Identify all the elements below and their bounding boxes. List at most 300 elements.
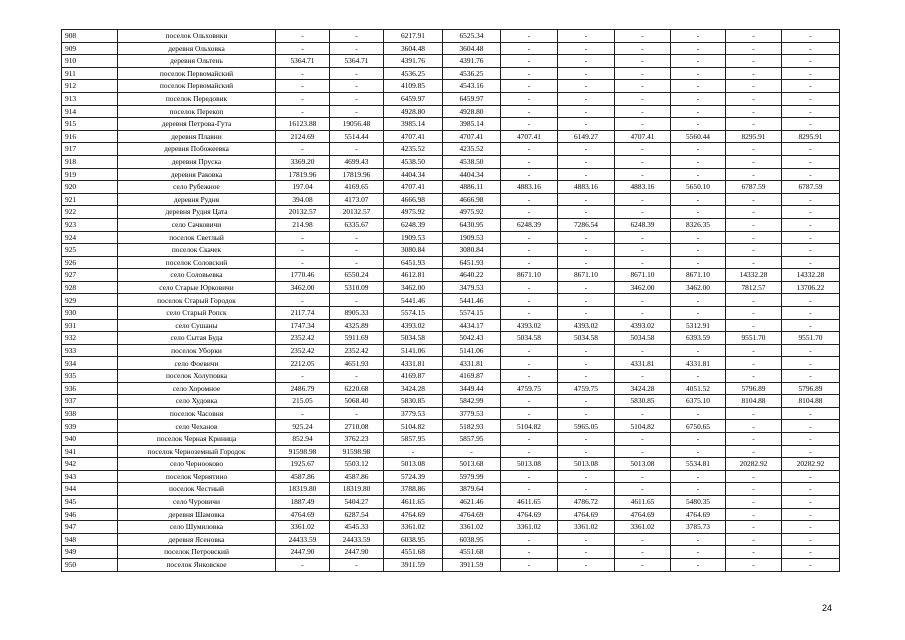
value-cell: 5574.15 xyxy=(384,307,443,320)
value-cell: - xyxy=(501,357,558,370)
value-cell: - xyxy=(558,193,615,206)
value-cell: 7812.57 xyxy=(726,281,782,294)
value-cell: 2486.79 xyxy=(276,382,330,395)
value-cell: 4393.02 xyxy=(615,319,671,332)
value-cell: 5034.58 xyxy=(384,332,443,345)
settlement-name-cell: село Сушаны xyxy=(118,319,276,332)
value-cell: - xyxy=(558,244,615,257)
value-cell: - xyxy=(726,30,782,43)
value-cell: 24433.59 xyxy=(330,533,384,546)
value-cell: - xyxy=(726,483,782,496)
value-cell: - xyxy=(782,420,840,433)
row-number-cell: 928 xyxy=(62,281,118,294)
value-cell: - xyxy=(615,470,671,483)
table-row xyxy=(62,168,840,181)
value-cell: - xyxy=(726,445,782,458)
value-cell: 6038.95 xyxy=(443,533,501,546)
value-cell: - xyxy=(558,168,615,181)
table-row xyxy=(62,294,840,307)
value-cell: - xyxy=(782,244,840,257)
row-number-cell: 924 xyxy=(62,231,118,244)
value-cell: 6038.95 xyxy=(384,533,443,546)
value-cell: - xyxy=(782,319,840,332)
value-cell: 3785.73 xyxy=(671,521,726,534)
value-cell: - xyxy=(615,344,671,357)
value-cell: 9551.70 xyxy=(782,332,840,345)
value-cell: 91598.98 xyxy=(276,445,330,458)
value-cell: - xyxy=(782,193,840,206)
row-number-cell: 921 xyxy=(62,193,118,206)
value-cell: - xyxy=(782,558,840,571)
value-cell: 20282.92 xyxy=(726,458,782,471)
value-cell: 91598.98 xyxy=(330,445,384,458)
settlement-name-cell: поселок Часовня xyxy=(118,407,276,420)
value-cell: - xyxy=(330,67,384,80)
value-cell: - xyxy=(782,67,840,80)
value-cell: - xyxy=(276,105,330,118)
value-cell: - xyxy=(726,218,782,231)
value-cell: - xyxy=(558,67,615,80)
value-cell: - xyxy=(782,168,840,181)
value-cell: - xyxy=(615,80,671,93)
value-cell: 20132.57 xyxy=(276,206,330,219)
value-cell: - xyxy=(671,256,726,269)
value-cell: 8671.10 xyxy=(615,269,671,282)
value-cell: - xyxy=(558,357,615,370)
value-cell: - xyxy=(782,433,840,446)
value-cell: 4707.41 xyxy=(501,130,558,143)
value-cell: 6459.97 xyxy=(443,92,501,105)
value-cell: - xyxy=(671,546,726,559)
value-cell: - xyxy=(501,307,558,320)
value-cell: 4331.81 xyxy=(671,357,726,370)
value-cell: - xyxy=(330,370,384,383)
row-number-cell: 909 xyxy=(62,42,118,55)
value-cell: - xyxy=(782,218,840,231)
settlement-name-cell: село Чернооково xyxy=(118,458,276,471)
value-cell: 5013.08 xyxy=(501,458,558,471)
value-cell: - xyxy=(671,533,726,546)
row-number-cell: 944 xyxy=(62,483,118,496)
settlement-name-cell: деревня Шамовка xyxy=(118,508,276,521)
settlement-name-cell: деревня Ольховка xyxy=(118,42,276,55)
value-cell: - xyxy=(443,445,501,458)
value-cell: 8104.88 xyxy=(726,395,782,408)
value-cell: 1909.53 xyxy=(384,231,443,244)
table-row xyxy=(62,407,840,420)
value-cell: 5141.06 xyxy=(384,344,443,357)
value-cell: 6430.95 xyxy=(443,218,501,231)
table-row xyxy=(62,344,840,357)
value-cell: 17819.96 xyxy=(276,168,330,181)
value-cell: 5911.69 xyxy=(330,332,384,345)
value-cell: 3911.59 xyxy=(443,558,501,571)
table-row xyxy=(62,30,840,43)
value-cell: - xyxy=(501,470,558,483)
value-cell: - xyxy=(726,80,782,93)
value-cell: - xyxy=(558,533,615,546)
value-cell: - xyxy=(615,168,671,181)
settlement-name-cell: поселок Скачек xyxy=(118,244,276,257)
value-cell: - xyxy=(615,433,671,446)
table-row xyxy=(62,445,840,458)
value-cell: 6335.67 xyxy=(330,218,384,231)
value-cell: 4886.11 xyxy=(443,181,501,194)
value-cell: 3361.02 xyxy=(615,521,671,534)
table-row xyxy=(62,244,840,257)
value-cell: 3604.48 xyxy=(443,42,501,55)
value-cell: - xyxy=(726,55,782,68)
value-cell: - xyxy=(782,256,840,269)
table-row xyxy=(62,558,840,571)
value-cell: 4434.17 xyxy=(443,319,501,332)
value-cell: - xyxy=(558,395,615,408)
settlement-name-cell: поселок Честный xyxy=(118,483,276,496)
value-cell: 4975.92 xyxy=(384,206,443,219)
value-cell: 3879.64 xyxy=(443,483,501,496)
row-number-cell: 911 xyxy=(62,67,118,80)
row-number-cell: 941 xyxy=(62,445,118,458)
table-row xyxy=(62,395,840,408)
tariff-table xyxy=(61,29,840,572)
value-cell: 17819.96 xyxy=(330,168,384,181)
value-cell: - xyxy=(276,92,330,105)
value-cell: 8295.91 xyxy=(726,130,782,143)
value-cell: 5104.82 xyxy=(501,420,558,433)
value-cell: 6550.24 xyxy=(330,269,384,282)
value-cell: 3788.86 xyxy=(384,483,443,496)
value-cell: 6248.39 xyxy=(501,218,558,231)
value-cell: 7286.54 xyxy=(558,218,615,231)
value-cell: - xyxy=(671,294,726,307)
table-row xyxy=(62,155,840,168)
value-cell: 3080.84 xyxy=(443,244,501,257)
value-cell: 3779.53 xyxy=(443,407,501,420)
value-cell: - xyxy=(726,155,782,168)
value-cell: 4391.76 xyxy=(443,55,501,68)
value-cell: - xyxy=(615,30,671,43)
value-cell: 4621.46 xyxy=(443,495,501,508)
settlement-name-cell: деревня Пруска xyxy=(118,155,276,168)
value-cell: - xyxy=(726,92,782,105)
value-cell: 6393.59 xyxy=(671,332,726,345)
settlement-name-cell: село Сытая Буда xyxy=(118,332,276,345)
row-number-cell: 948 xyxy=(62,533,118,546)
value-cell: - xyxy=(558,470,615,483)
settlement-name-cell: село Рубежное xyxy=(118,181,276,194)
value-cell: - xyxy=(671,105,726,118)
value-cell: 5310.09 xyxy=(330,281,384,294)
value-cell: - xyxy=(330,105,384,118)
value-cell: - xyxy=(615,105,671,118)
value-cell: 2352.42 xyxy=(276,332,330,345)
settlement-name-cell: поселок Соловский xyxy=(118,256,276,269)
value-cell: 4928.80 xyxy=(443,105,501,118)
value-cell: - xyxy=(558,231,615,244)
value-cell: - xyxy=(501,30,558,43)
value-cell: - xyxy=(501,294,558,307)
table-row xyxy=(62,256,840,269)
value-cell: - xyxy=(726,231,782,244)
settlement-name-cell: село Шумиловка xyxy=(118,521,276,534)
value-cell: 5441.46 xyxy=(384,294,443,307)
value-cell: - xyxy=(671,445,726,458)
value-cell: 4587.86 xyxy=(330,470,384,483)
value-cell: - xyxy=(501,344,558,357)
value-cell: 4587.86 xyxy=(276,470,330,483)
value-cell: 4235.52 xyxy=(443,143,501,156)
table-row xyxy=(62,319,840,332)
table-row xyxy=(62,130,840,143)
value-cell: 5068.40 xyxy=(330,395,384,408)
value-cell: 6217.91 xyxy=(384,30,443,43)
value-cell: - xyxy=(501,143,558,156)
value-cell: 4883.16 xyxy=(501,181,558,194)
settlement-name-cell: поселок Ольховики xyxy=(118,30,276,43)
table-row xyxy=(62,357,840,370)
value-cell: 5034.58 xyxy=(615,332,671,345)
value-cell: 4109.85 xyxy=(384,80,443,93)
value-cell: 8671.10 xyxy=(671,269,726,282)
value-cell: 4759.75 xyxy=(558,382,615,395)
settlement-name-cell: деревня Раковка xyxy=(118,168,276,181)
settlement-name-cell: поселок Холуповка xyxy=(118,370,276,383)
value-cell: - xyxy=(501,80,558,93)
value-cell: - xyxy=(558,30,615,43)
value-cell: - xyxy=(782,508,840,521)
value-cell: - xyxy=(501,256,558,269)
value-cell: 5104.82 xyxy=(615,420,671,433)
value-cell: - xyxy=(782,206,840,219)
row-number-cell: 918 xyxy=(62,155,118,168)
value-cell: - xyxy=(501,546,558,559)
value-cell: 1887.49 xyxy=(276,495,330,508)
table-row xyxy=(62,521,840,534)
value-cell: 5574.15 xyxy=(443,307,501,320)
value-cell: - xyxy=(501,407,558,420)
table-row xyxy=(62,55,840,68)
value-cell: - xyxy=(558,80,615,93)
value-cell: 4699.43 xyxy=(330,155,384,168)
value-cell: - xyxy=(558,370,615,383)
value-cell: 18319.80 xyxy=(330,483,384,496)
value-cell: 4764.69 xyxy=(384,508,443,521)
value-cell: 19056.48 xyxy=(330,118,384,131)
value-cell: 4169.65 xyxy=(330,181,384,194)
row-number-cell: 923 xyxy=(62,218,118,231)
value-cell: 5830.85 xyxy=(384,395,443,408)
value-cell: 9551.70 xyxy=(726,332,782,345)
table-row xyxy=(62,370,840,383)
value-cell: 5013.68 xyxy=(443,458,501,471)
value-cell: 1925.67 xyxy=(276,458,330,471)
value-cell: - xyxy=(501,483,558,496)
value-cell: - xyxy=(671,67,726,80)
value-cell: 5013.08 xyxy=(558,458,615,471)
value-cell: 6525.34 xyxy=(443,30,501,43)
settlement-name-cell: поселок Петровский xyxy=(118,546,276,559)
table-row xyxy=(62,143,840,156)
value-cell: 4975.92 xyxy=(443,206,501,219)
value-cell: - xyxy=(782,445,840,458)
value-cell: - xyxy=(671,558,726,571)
value-cell: 5842.99 xyxy=(443,395,501,408)
settlement-name-cell: село Сачковичи xyxy=(118,218,276,231)
value-cell: 4612.81 xyxy=(384,269,443,282)
settlement-name-cell: поселок Передовик xyxy=(118,92,276,105)
value-cell: - xyxy=(558,155,615,168)
value-cell: 4536.25 xyxy=(443,67,501,80)
value-cell: - xyxy=(501,92,558,105)
row-number-cell: 913 xyxy=(62,92,118,105)
row-number-cell: 908 xyxy=(62,30,118,43)
table-row xyxy=(62,508,840,521)
value-cell: 4764.69 xyxy=(443,508,501,521)
value-cell: - xyxy=(276,294,330,307)
value-cell: - xyxy=(558,307,615,320)
value-cell: 3361.02 xyxy=(501,521,558,534)
value-cell: - xyxy=(501,244,558,257)
value-cell: 4393.02 xyxy=(384,319,443,332)
value-cell: 4764.69 xyxy=(671,508,726,521)
value-cell: 3361.02 xyxy=(558,521,615,534)
value-cell: 4169.87 xyxy=(443,370,501,383)
value-cell: - xyxy=(615,155,671,168)
value-cell: 4651.93 xyxy=(330,357,384,370)
settlement-name-cell: поселок Светлый xyxy=(118,231,276,244)
row-number-cell: 950 xyxy=(62,558,118,571)
value-cell: - xyxy=(782,294,840,307)
settlement-name-cell: поселок Старый Городок xyxy=(118,294,276,307)
value-cell: - xyxy=(671,206,726,219)
settlement-name-cell: село Худовка xyxy=(118,395,276,408)
value-cell: 4169.87 xyxy=(384,370,443,383)
value-cell: - xyxy=(615,483,671,496)
value-cell: 8326.35 xyxy=(671,218,726,231)
value-cell: - xyxy=(501,558,558,571)
value-cell: 4611.65 xyxy=(615,495,671,508)
settlement-name-cell: деревня Рудня Цата xyxy=(118,206,276,219)
table-row xyxy=(62,181,840,194)
table-row xyxy=(62,206,840,219)
value-cell: 24433.59 xyxy=(276,533,330,546)
row-number-cell: 912 xyxy=(62,80,118,93)
value-cell: - xyxy=(782,231,840,244)
value-cell: 5503.12 xyxy=(330,458,384,471)
row-number-cell: 926 xyxy=(62,256,118,269)
value-cell: - xyxy=(330,407,384,420)
value-cell: - xyxy=(501,206,558,219)
value-cell: - xyxy=(330,294,384,307)
table-row xyxy=(62,495,840,508)
value-cell: - xyxy=(615,231,671,244)
value-cell: - xyxy=(726,344,782,357)
value-cell: - xyxy=(782,92,840,105)
table-row xyxy=(62,92,840,105)
value-cell: 3985.14 xyxy=(443,118,501,131)
value-cell: - xyxy=(782,307,840,320)
value-cell: - xyxy=(671,193,726,206)
value-cell: 3361.02 xyxy=(443,521,501,534)
value-cell: - xyxy=(726,168,782,181)
row-number-cell: 939 xyxy=(62,420,118,433)
row-number-cell: 937 xyxy=(62,395,118,408)
value-cell: - xyxy=(726,420,782,433)
value-cell: 3479.53 xyxy=(443,281,501,294)
value-cell: 4640.22 xyxy=(443,269,501,282)
value-cell: - xyxy=(501,193,558,206)
value-cell: 3424.28 xyxy=(615,382,671,395)
settlement-name-cell: поселок Черноземный Городок xyxy=(118,445,276,458)
value-cell: 4928.80 xyxy=(384,105,443,118)
value-cell: 4759.75 xyxy=(501,382,558,395)
value-cell: - xyxy=(671,470,726,483)
value-cell: - xyxy=(558,105,615,118)
value-cell: - xyxy=(501,281,558,294)
value-cell: - xyxy=(782,143,840,156)
value-cell: - xyxy=(726,206,782,219)
value-cell: - xyxy=(558,55,615,68)
value-cell: - xyxy=(330,231,384,244)
value-cell: - xyxy=(276,231,330,244)
value-cell: 4543.16 xyxy=(443,80,501,93)
table-row xyxy=(62,307,840,320)
value-cell: - xyxy=(558,42,615,55)
value-cell: 5182.93 xyxy=(443,420,501,433)
value-cell: - xyxy=(671,244,726,257)
value-cell: 18319.80 xyxy=(276,483,330,496)
table-row xyxy=(62,231,840,244)
row-number-cell: 929 xyxy=(62,294,118,307)
value-cell: 5857.95 xyxy=(384,433,443,446)
value-cell: - xyxy=(558,143,615,156)
value-cell: - xyxy=(671,118,726,131)
value-cell: - xyxy=(726,546,782,559)
value-cell: - xyxy=(330,92,384,105)
value-cell: - xyxy=(501,231,558,244)
table-row xyxy=(62,533,840,546)
value-cell: 6451.93 xyxy=(443,256,501,269)
value-cell: - xyxy=(671,433,726,446)
value-cell: - xyxy=(276,244,330,257)
value-cell: 1747.34 xyxy=(276,319,330,332)
value-cell: - xyxy=(782,483,840,496)
value-cell: - xyxy=(501,118,558,131)
value-cell: - xyxy=(726,42,782,55)
row-number-cell: 945 xyxy=(62,495,118,508)
value-cell: - xyxy=(782,80,840,93)
value-cell: - xyxy=(726,294,782,307)
value-cell: - xyxy=(671,30,726,43)
value-cell: - xyxy=(726,307,782,320)
settlement-name-cell: село Соловьевка xyxy=(118,269,276,282)
value-cell: 3604.48 xyxy=(384,42,443,55)
value-cell: - xyxy=(558,483,615,496)
table-row xyxy=(62,483,840,496)
value-cell: 4883.16 xyxy=(558,181,615,194)
value-cell: 5857.95 xyxy=(443,433,501,446)
value-cell: 8905.33 xyxy=(330,307,384,320)
value-cell: - xyxy=(615,42,671,55)
value-cell: - xyxy=(671,42,726,55)
value-cell: - xyxy=(726,118,782,131)
row-number-cell: 910 xyxy=(62,55,118,68)
value-cell: 4551.68 xyxy=(384,546,443,559)
value-cell: - xyxy=(330,42,384,55)
value-cell: 4404.34 xyxy=(443,168,501,181)
value-cell: 4393.02 xyxy=(501,319,558,332)
settlement-name-cell: деревня Петрова-Гута xyxy=(118,118,276,131)
